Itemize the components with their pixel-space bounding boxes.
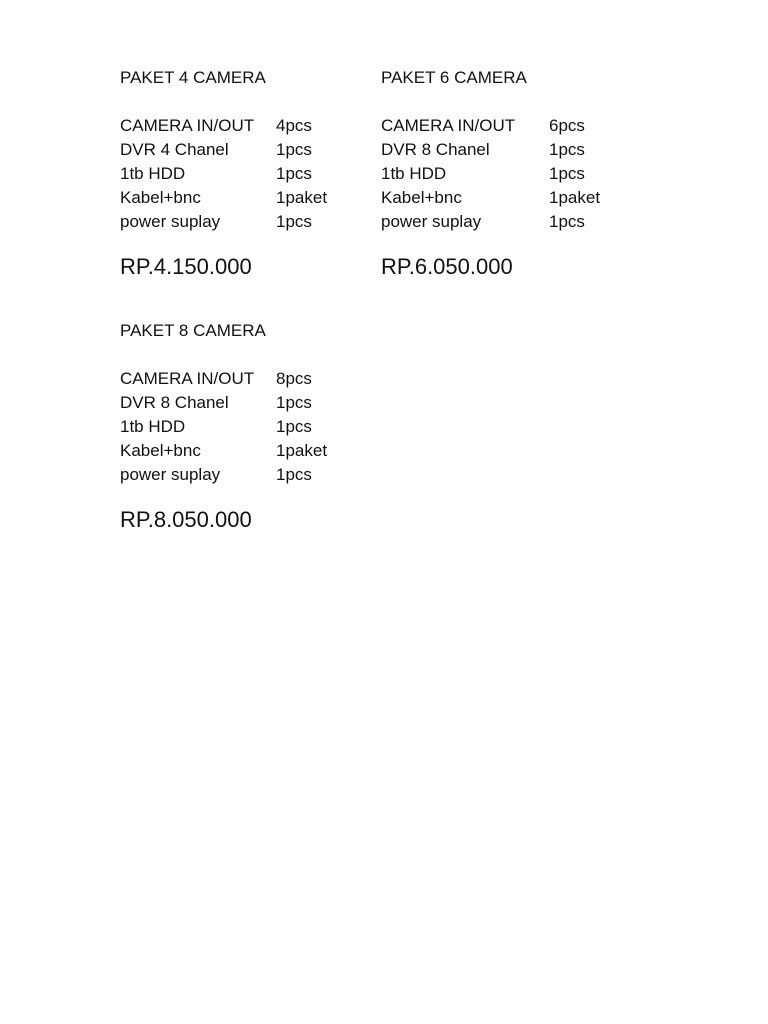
item-quantity: 1pcs: [276, 164, 312, 183]
item-name: power suplay: [381, 212, 482, 231]
list-item: [120, 114, 370, 138]
item-name: power suplay: [120, 465, 221, 484]
item-quantity: 1pcs: [276, 417, 312, 436]
list-item: [381, 114, 631, 138]
item-quantity: 1pcs: [549, 140, 585, 159]
item-quantity: 6pcs: [549, 116, 585, 135]
item-name: DVR 8 Chanel: [381, 140, 490, 159]
item-name: CAMERA IN/OUT: [120, 116, 255, 135]
package-title: PAKET 4 CAMERA: [120, 68, 266, 87]
item-quantity: 1pcs: [276, 465, 312, 484]
item-quantity: 1pcs: [276, 212, 312, 231]
package-item-list: [120, 367, 370, 487]
item-quantity: 4pcs: [276, 116, 312, 135]
list-item: [381, 162, 631, 186]
package-title: PAKET 8 CAMERA: [120, 321, 266, 340]
package-4-camera: [120, 66, 370, 282]
item-quantity: 1paket: [276, 441, 328, 460]
item-name: Kabel+bnc: [381, 188, 462, 207]
list-item: [120, 439, 370, 463]
item-name: CAMERA IN/OUT: [120, 369, 255, 388]
item-name: 1tb HDD: [120, 164, 186, 183]
item-quantity: 1pcs: [276, 393, 312, 412]
item-quantity: 1paket: [549, 188, 601, 207]
package-8-camera: [120, 319, 370, 535]
item-quantity: 1pcs: [549, 164, 585, 183]
list-item: [120, 463, 370, 487]
list-item: [120, 391, 370, 415]
item-name: Kabel+bnc: [120, 441, 201, 460]
list-item: [120, 138, 370, 162]
package-item-list: [381, 114, 631, 234]
list-item: [381, 210, 631, 234]
list-item: [120, 186, 370, 210]
list-item: [381, 186, 631, 210]
list-item: [120, 367, 370, 391]
package-item-list: [120, 114, 370, 234]
item-name: DVR 4 Chanel: [120, 140, 229, 159]
item-name: power suplay: [120, 212, 221, 231]
item-quantity: 8pcs: [276, 369, 312, 388]
item-name: DVR 8 Chanel: [120, 393, 229, 412]
package-price: RP.6.050.000: [381, 254, 513, 279]
item-name: 1tb HDD: [120, 417, 186, 436]
package-price: RP.4.150.000: [120, 254, 252, 279]
item-quantity: 1pcs: [276, 140, 312, 159]
list-item: [120, 162, 370, 186]
package-6-camera: [381, 66, 631, 282]
package-price: RP.8.050.000: [120, 507, 252, 532]
list-item: [120, 415, 370, 439]
item-quantity: 1pcs: [549, 212, 585, 231]
list-item: [120, 210, 370, 234]
item-name: Kabel+bnc: [120, 188, 201, 207]
item-name: CAMERA IN/OUT: [381, 116, 516, 135]
item-quantity: 1paket: [276, 188, 328, 207]
package-title: PAKET 6 CAMERA: [381, 68, 527, 87]
item-name: 1tb HDD: [381, 164, 447, 183]
list-item: [381, 138, 631, 162]
